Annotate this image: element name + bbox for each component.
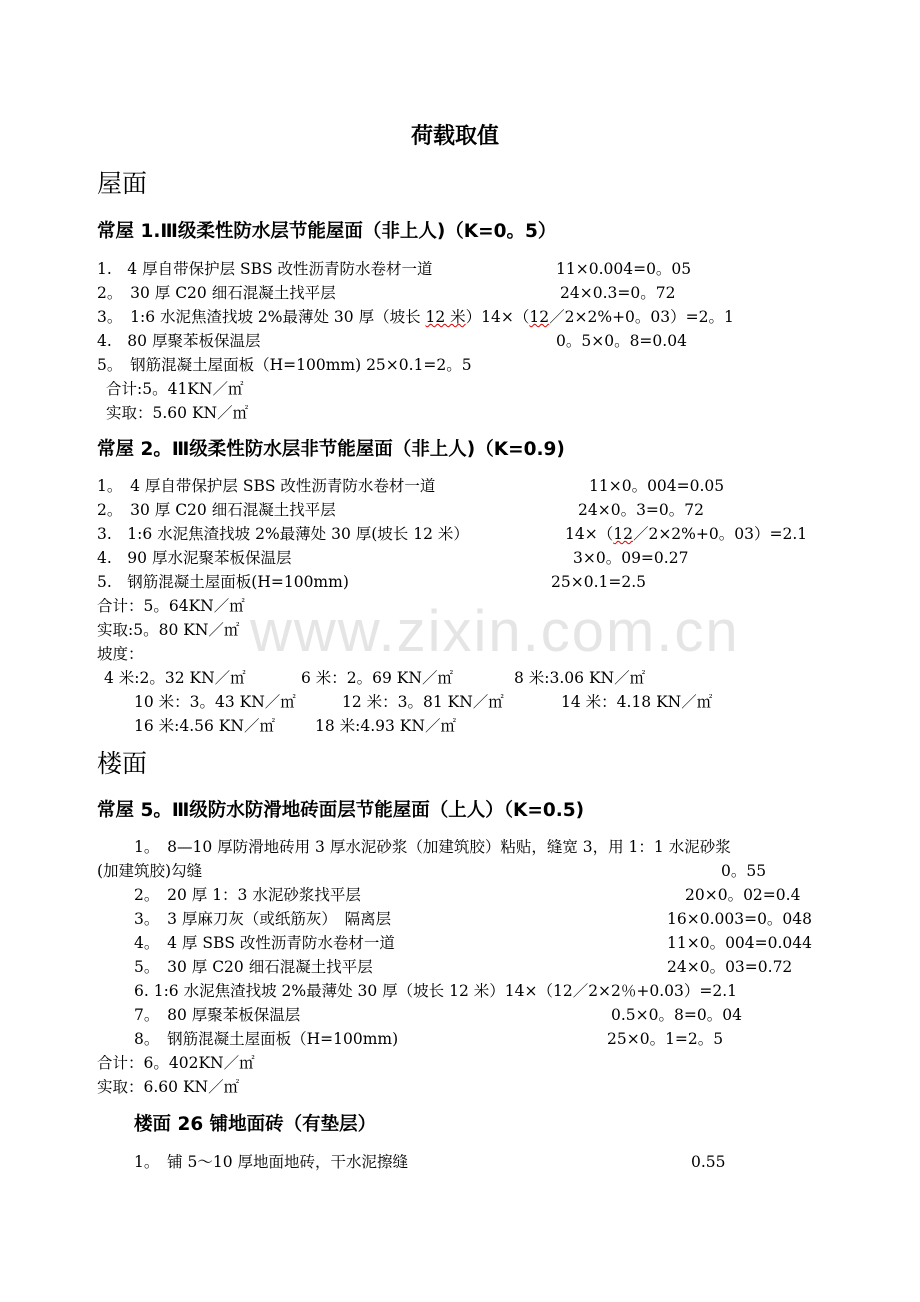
calc-value: 0。5×0。8=0.04 [556,332,687,350]
spellcheck-mark: 12 [529,308,550,326]
list-item: 8。 钢筋混凝土屋面板（H=100mm) [134,1030,399,1048]
list-item: 3. 1:6 水泥焦渣找坡 2%最薄处 30 厚(坡长 12 米） [97,525,469,543]
spellcheck-mark: 12 [613,525,633,543]
subsection-heading-roof-2: 常屋 2。Ⅲ级柔性防水层非节能屋面（非上人)（K=0.9) [97,439,565,460]
list-item: 7。 80 厚聚苯板保温层 [134,1006,301,1024]
calc-value: 0.55 [691,1153,726,1171]
calc-value: 11×0.004=0。05 [556,260,692,278]
calc-value: 20×0。02=0.4 [685,886,801,904]
total-line: 合计：6。402KN／㎡ [97,1054,255,1072]
list-item: 5. 钢筋混凝土屋面板(H=100mm) [97,573,349,591]
section-heading-roof: 屋面 [97,169,148,198]
calc-value: 24×0.3=0。72 [560,284,676,302]
calc-value: 0。55 [721,862,767,880]
total-line: 合计：5。64KN／㎡ [97,597,245,615]
calc-value: 24×0。3=0。72 [578,501,705,519]
list-item: 4. 90 厚水泥聚苯板保温层 [97,549,292,567]
total-line: 合计:5。41KN／㎡ [106,380,244,398]
calc-value: 11×0。004=0.044 [667,934,813,952]
calc-value: 25×0.1=2.5 [551,573,646,591]
subsection-heading-roof-1: 常屋 1.Ⅲ级柔性防水层节能屋面（非上人)（K=0。5） [97,221,557,242]
list-item: 4. 80 厚聚苯板保温层 [97,332,261,350]
watermark: www.zixin.com.cn [250,599,740,664]
spellcheck-mark: 12 米 [425,308,466,326]
slope-label: 坡度： [97,645,144,663]
calc-value: 24×0。03=0.72 [667,958,793,976]
list-item: 6. 1:6 水泥焦渣找坡 2%最薄处 30 厚（坡长 12 米）14×（12／2×2％+0.03）=2.1 [134,982,738,1000]
page-title: 荷载取值 [411,124,500,149]
list-item: 2。 20 厚 1：3 水泥砂浆找平层 [134,886,361,904]
calc-value: 11×0。004=0.05 [589,477,725,495]
list-item: 1. 4 厚自带保护层 SBS 改性沥青防水卷材一道 [97,260,433,278]
slope-value: 14 米：4.18 KN／㎡ [561,693,713,711]
list-item: 2。 30 厚 C20 细石混凝土找平层 [97,501,336,519]
slope-value: 16 米:4.56 KN／㎡ [134,717,275,735]
slope-value: 12 米：3。81 KN／㎡ [342,693,504,711]
actual-value-line: 实取：6.60 KN／㎡ [97,1078,240,1096]
subsection-heading-floor-26: 楼面 26 铺地面砖（有垫层） [134,1114,377,1135]
list-item: 1。 铺 5～10 厚地面地砖，干水泥擦缝 [134,1153,409,1171]
calc-value: 3×0。09=0.27 [573,549,689,567]
section-heading-floor: 楼面 [97,749,148,778]
actual-value-line: 实取：5.60 KN／㎡ [106,404,249,422]
slope-value: 8 米:3.06 KN／㎡ [514,669,646,687]
calc-value: 16×0.003=0。048 [667,910,813,928]
list-item: 5。 钢筋混凝土屋面板（H=100mm) 25×0.1=2。5 [97,356,472,374]
calc-value: 14×（12／2×2%+0。03）=2.1 [565,525,808,543]
slope-value: 6 米：2。69 KN／㎡ [301,669,453,687]
list-item: 1。 4 厚自带保护层 SBS 改性沥青防水卷材一道 [97,477,436,495]
actual-value-line: 实取:5。80 KN／㎡ [97,621,240,639]
subsection-heading-floor-5: 常屋 5。Ⅲ级防水防滑地砖面层节能屋面（上人）（K=0.5) [97,800,585,821]
list-item: (加建筑胶)勾缝 [97,862,203,880]
calc-value: 25×0。1=2。5 [607,1030,724,1048]
list-item: 3。 1:6 水泥焦渣找坡 2%最薄处 30 厚（坡长 12 米）14×（12／2×2%+0。03）=2。1 [97,308,734,326]
calc-value: 0.5×0。8=0。04 [611,1006,742,1024]
slope-value: 4 米:2。32 KN／㎡ [104,669,246,687]
slope-value: 10 米：3。43 KN／㎡ [134,693,296,711]
list-item: 3。 3 厚麻刀灰（或纸筋灰） 隔离层 [134,910,392,928]
list-item: 5。 30 厚 C20 细石混凝土找平层 [134,958,373,976]
slope-value: 18 米:4.93 KN／㎡ [315,717,456,735]
list-item: 1。 8—10 厚防滑地砖用 3 厚水泥砂浆（加建筑胶）粘贴，缝宽 3，用 1：1 水泥砂浆 [134,838,731,856]
list-item: 2。 30 厚 C20 细石混凝土找平层 [97,284,336,302]
list-item: 4。 4 厚 SBS 改性沥青防水卷材一道 [134,934,395,952]
